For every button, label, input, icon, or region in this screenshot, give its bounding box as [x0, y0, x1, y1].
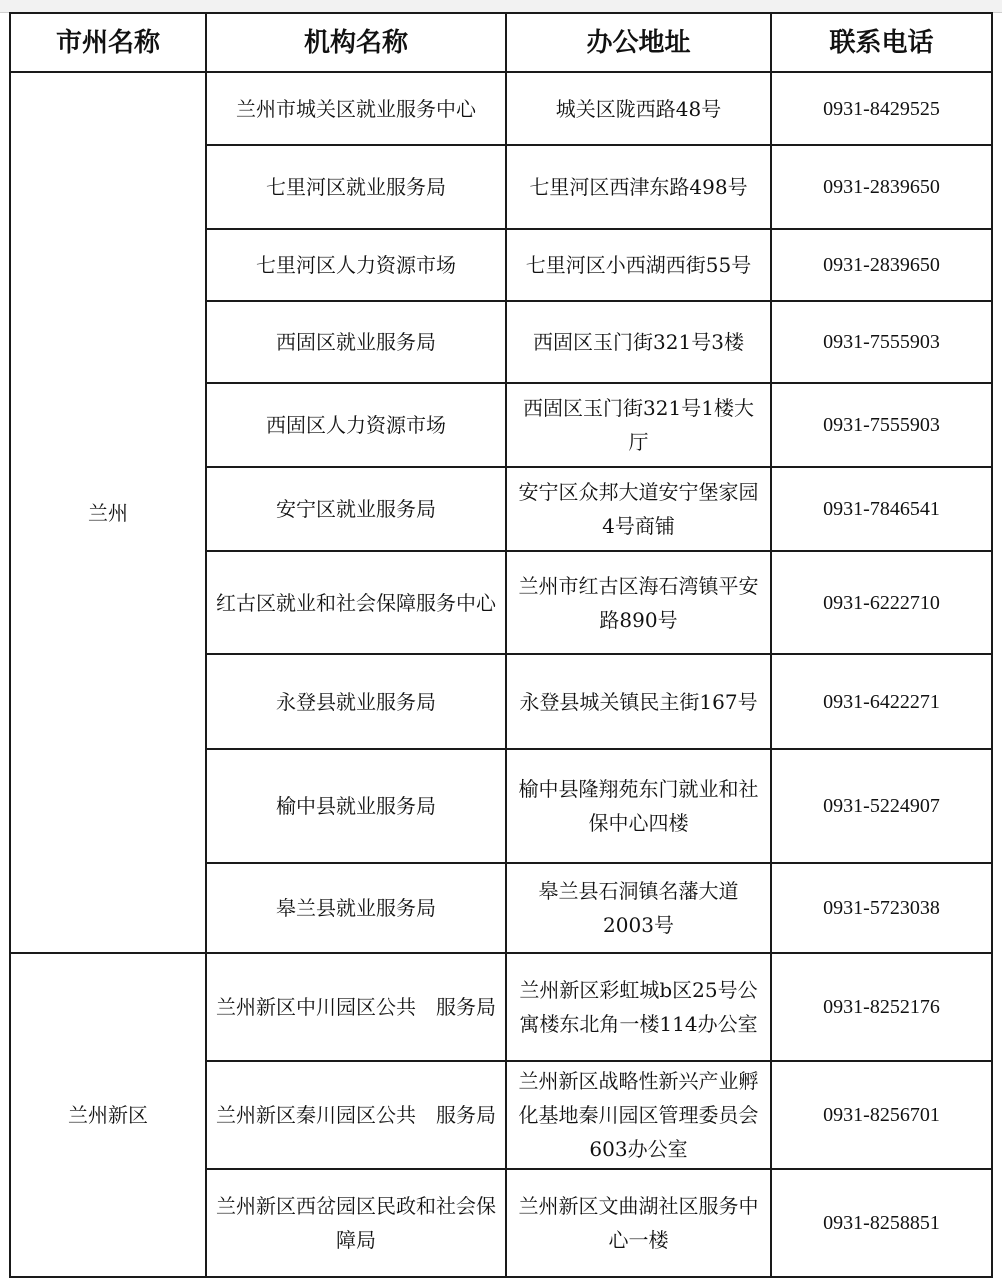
org-name: 兰州市城关区就业服务中心 — [206, 72, 506, 145]
office-address: 城关区陇西路48号 — [506, 72, 771, 145]
phone-number: 0931-5224907 — [771, 749, 992, 863]
employment-service-table — [9, 12, 993, 1278]
org-name: 安宁区就业服务局 — [206, 467, 506, 551]
office-address: 兰州新区彩虹城b区25号公寓楼东北角一楼114办公室 — [506, 953, 771, 1061]
org-name: 兰州新区西岔园区民政和社会保障局 — [206, 1169, 506, 1277]
office-address: 兰州新区战略性新兴产业孵化基地秦川园区管理委员会603办公室 — [506, 1061, 771, 1169]
org-name: 皋兰县就业服务局 — [206, 863, 506, 953]
office-address: 西固区玉门街321号1楼大厅 — [506, 383, 771, 467]
header-row — [10, 13, 992, 72]
table-row — [10, 953, 992, 1061]
org-name: 西固区就业服务局 — [206, 301, 506, 383]
org-name: 榆中县就业服务局 — [206, 749, 506, 863]
phone-number: 0931-5723038 — [771, 863, 992, 953]
office-address: 安宁区众邦大道安宁堡家园4号商铺 — [506, 467, 771, 551]
org-name: 七里河区人力资源市场 — [206, 229, 506, 301]
org-name: 七里河区就业服务局 — [206, 145, 506, 229]
org-name: 红古区就业和社会保障服务中心 — [206, 551, 506, 654]
org-name: 兰州新区秦川园区公共 服务局 — [206, 1061, 506, 1169]
office-address: 永登县城关镇民主街167号 — [506, 654, 771, 749]
phone-number: 0931-7846541 — [771, 467, 992, 551]
phone-number: 0931-2839650 — [771, 229, 992, 301]
header-org: 机构名称 — [206, 13, 506, 72]
office-address: 七里河区西津东路498号 — [506, 145, 771, 229]
org-name: 兰州新区中川园区公共 服务局 — [206, 953, 506, 1061]
office-address: 榆中县隆翔苑东门就业和社保中心四楼 — [506, 749, 771, 863]
phone-number: 0931-8429525 — [771, 72, 992, 145]
table-row — [10, 72, 992, 145]
header-city: 市州名称 — [10, 13, 206, 72]
phone-number: 0931-6422271 — [771, 654, 992, 749]
phone-number: 0931-2839650 — [771, 145, 992, 229]
office-address: 兰州新区文曲湖社区服务中心一楼 — [506, 1169, 771, 1277]
phone-number: 0931-7555903 — [771, 301, 992, 383]
office-address: 西固区玉门街321号3楼 — [506, 301, 771, 383]
office-address: 七里河区小西湖西街55号 — [506, 229, 771, 301]
phone-number: 0931-8256701 — [771, 1061, 992, 1169]
header-phone: 联系电话 — [771, 13, 992, 72]
org-name: 西固区人力资源市场 — [206, 383, 506, 467]
phone-number: 0931-8252176 — [771, 953, 992, 1061]
phone-number: 0931-7555903 — [771, 383, 992, 467]
office-address: 皋兰县石洞镇名藩大道2003号 — [506, 863, 771, 953]
phone-number: 0931-8258851 — [771, 1169, 992, 1277]
phone-number: 0931-6222710 — [771, 551, 992, 654]
header-address: 办公地址 — [506, 13, 771, 72]
city-lanzhou: 兰州 — [10, 72, 206, 953]
org-name: 永登县就业服务局 — [206, 654, 506, 749]
city-lanzhou-new-area: 兰州新区 — [10, 953, 206, 1277]
office-address: 兰州市红古区海石湾镇平安路890号 — [506, 551, 771, 654]
